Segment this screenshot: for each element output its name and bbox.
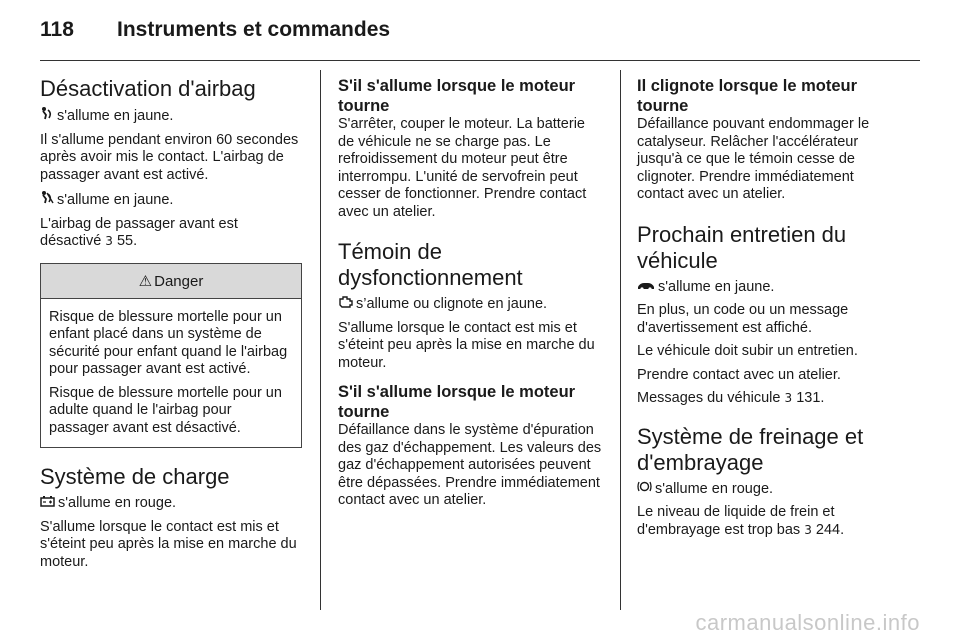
engine-icon bbox=[338, 295, 353, 313]
charge-heading: Système de charge bbox=[40, 464, 230, 489]
brake-paragraph-text: Le niveau de liquide de frein et d'embrayage est trop bas bbox=[637, 504, 835, 538]
danger-title: Danger bbox=[154, 272, 204, 290]
danger-header bbox=[41, 264, 301, 299]
airbag-paragraph-2-text: L'airbag de passager avant est désactivé bbox=[40, 215, 238, 249]
warning-triangle-icon: ⚠ bbox=[138, 272, 153, 290]
danger-text-2: Risque de blessure mortelle pour un adulte quand le l'airbag pour passager avant est désactivé. bbox=[49, 384, 282, 436]
service-paragraph-2: Le véhicule doit subir un entretien. bbox=[637, 343, 858, 359]
malfunction-heading: Témoin de dysfonctionnement bbox=[338, 239, 523, 290]
airbag-paragraph-1: Il s'allume pendant environ 60 secondes après avoir mis le contact. L'airbag de passager avant est activé. bbox=[40, 131, 299, 183]
airbag-page-ref[interactable]: 55. bbox=[116, 233, 138, 249]
brake-warning-icon bbox=[637, 480, 652, 498]
brake-page-ref[interactable]: 244. bbox=[815, 521, 845, 538]
airbag-status-line-2 bbox=[40, 190, 302, 210]
brake-paragraph bbox=[637, 504, 903, 539]
airbag-status-text-2: s'allume en jaune. bbox=[57, 192, 174, 208]
airbag-off-icon bbox=[40, 190, 54, 209]
service-paragraph-4-text: Messages du véhicule bbox=[637, 390, 781, 406]
charge-paragraph: S'allume lorsque le contact est mis et s'éteint peu après la mise en marche du moteur. bbox=[40, 518, 297, 570]
service-heading: Prochain entretien du véhicule bbox=[637, 221, 847, 273]
blink-paragraph: Défaillance pouvant endommager le catalyseur. Relâcher l'accélérateur jusqu'à ce que le témoin cesse de clignoter. Prendre immédiatement contact avec un atelier. bbox=[637, 116, 870, 202]
engine-running-heading: S'il s'allume lorsque le moteur tourne bbox=[338, 77, 576, 115]
airbag-paragraph-2 bbox=[40, 216, 302, 251]
engine-running-heading-2: S'il s'allume lorsque le moteur tourne bbox=[338, 383, 576, 421]
airbag-heading: Désactivation d'airbag bbox=[40, 76, 256, 101]
reference-arrow-icon: 3 bbox=[804, 522, 812, 537]
service-paragraph-1: En plus, un code ou un message d'avertissement est affiché. bbox=[637, 302, 849, 336]
danger-body bbox=[41, 299, 301, 448]
service-page-ref[interactable]: 131. bbox=[796, 390, 825, 406]
airbag-status-line-1 bbox=[40, 106, 302, 126]
column-2 bbox=[338, 70, 604, 516]
malfunction-status-text: s’allume ou clignote en jaune. bbox=[356, 296, 548, 312]
battery-icon bbox=[40, 494, 55, 512]
engine-running-paragraph-2: Défaillance dans le système d'épuration des gaz d'échappement. Les valeurs des gaz d'échappement autorisées peuvent être dépassées. Prendre immédiatement contact avec un atelier. bbox=[338, 422, 602, 508]
danger-text-1: Risque de blessure mortelle pour un enfant placé dans un système de sécurité pour enfant quand le l'airbag pour passager avant est activé. bbox=[49, 308, 288, 377]
column-divider-1 bbox=[320, 70, 321, 610]
service-paragraph-3: Prendre contact avec un atelier. bbox=[637, 366, 841, 383]
watermark: carmanualsonline.info bbox=[695, 610, 920, 635]
charge-status-line bbox=[40, 494, 302, 513]
header-rule bbox=[40, 60, 920, 61]
page-title: Instruments et commandes bbox=[117, 18, 391, 41]
page-header bbox=[40, 18, 390, 48]
reference-arrow-icon: 3 bbox=[105, 234, 113, 248]
service-status-text: s'allume en jaune. bbox=[658, 278, 775, 295]
column-3 bbox=[637, 70, 903, 545]
brake-heading: Système de freinage et d'embrayage bbox=[637, 423, 864, 475]
service-paragraph-4 bbox=[637, 390, 903, 408]
charge-status-text: s'allume en rouge. bbox=[58, 495, 177, 511]
danger-box bbox=[40, 263, 302, 449]
column-1 bbox=[40, 70, 302, 577]
airbag-on-icon bbox=[40, 106, 54, 125]
column-divider-2 bbox=[620, 70, 621, 610]
reference-arrow-icon: 3 bbox=[784, 391, 793, 405]
malfunction-status-line bbox=[338, 295, 604, 314]
page-number: 118 bbox=[40, 18, 74, 41]
brake-status-line bbox=[637, 480, 903, 499]
malfunction-paragraph: S'allume lorsque le contact est mis et s'éteint peu après la mise en marche du moteur. bbox=[338, 319, 595, 371]
airbag-status-text-1: s'allume en jaune. bbox=[57, 108, 174, 124]
brake-status-text: s'allume en rouge. bbox=[655, 480, 774, 497]
blink-heading: Il clignote lorsque le moteur tourne bbox=[637, 77, 858, 115]
engine-running-paragraph: S'arrêter, couper le moteur. La batterie de véhicule ne se charge pas. Le refroidissement du moteur peut être interrompu. L'unité de servofrein peut cesser de fonctionner. Prendre contact avec un atelier. bbox=[338, 116, 587, 220]
service-status-line bbox=[637, 278, 903, 297]
wrench-car-icon bbox=[637, 278, 655, 296]
